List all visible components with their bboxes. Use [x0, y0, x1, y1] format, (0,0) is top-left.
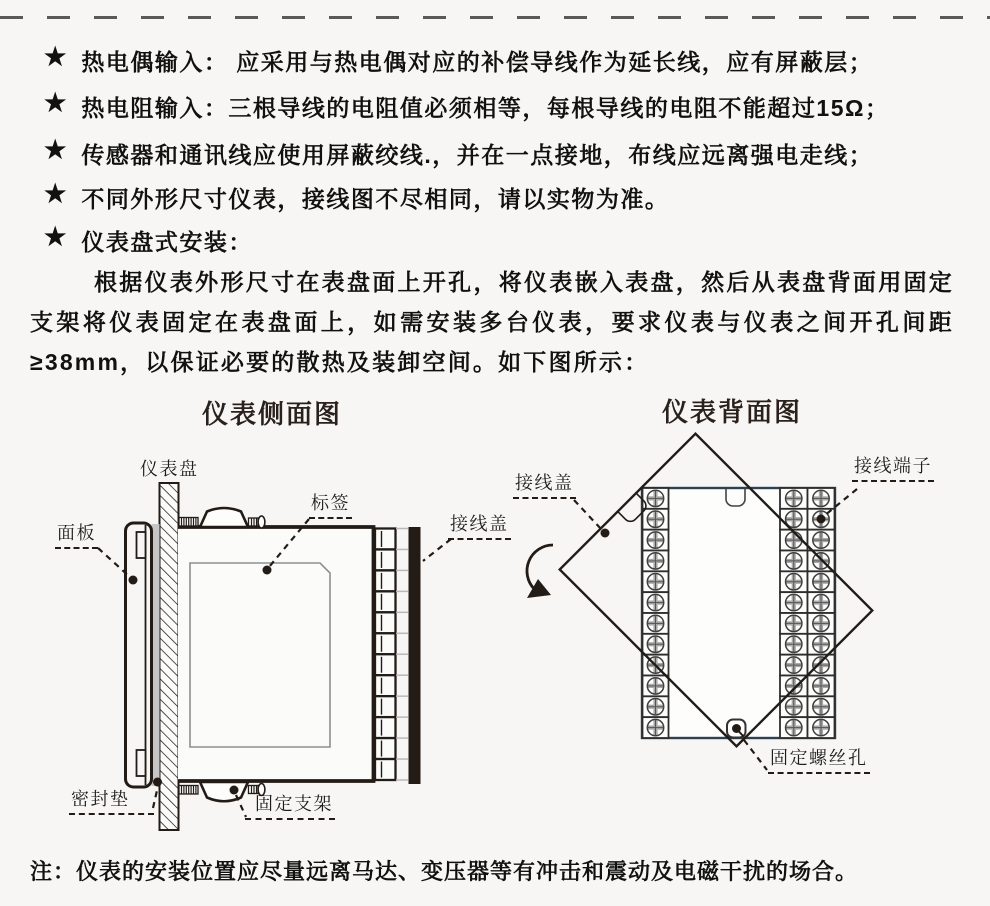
- bullet-text: 热电偶输入： 应采用与热电偶对应的补偿导线作为延长线，应有屏蔽层；: [81, 49, 874, 75]
- star-icon: ★: [44, 89, 67, 117]
- label-wiring-cover-side: 接线盖: [448, 515, 511, 540]
- back-view-drawing: [527, 434, 872, 770]
- label-sticker: 标签: [309, 494, 352, 519]
- installation-paragraph: 根据仪表外形尺寸在表盘面上开孔，将仪表嵌入表盘，然后从表盘背面用固定支架将仪表固定在表盘面上，如需安装多台仪表，要求仪表与仪表之间开孔间距≥38mm，以保证必要的散热及装卸空间。如下图所示：: [30, 269, 954, 375]
- bullet-text: 传感器和通讯线应使用屏蔽绞线.，并在一点接地，布线应远离强电走线；: [81, 142, 874, 168]
- star-icon: ★: [44, 43, 67, 71]
- star-icon: ★: [44, 136, 67, 164]
- label-terminal: 接线端子: [852, 457, 934, 482]
- star-icon: ★: [44, 223, 67, 251]
- bullet-text: 仪表盘式安装：: [81, 229, 253, 255]
- label-seal-gasket: 密封垫: [69, 790, 154, 815]
- label-front-panel: 面板: [55, 524, 98, 549]
- side-view-title: 仪表侧面图: [202, 400, 343, 429]
- bullet-text: 热电阻输入：三根导线的电阻值必须相等，每根导线的电阻不能超过15Ω；: [81, 95, 890, 121]
- bullet-text: 不同外形尺寸仪表，接线图不尽相同，请以实物为准。: [81, 186, 670, 212]
- star-icon: ★: [44, 180, 67, 208]
- bottom-note: 注：仪表的安装位置应尽量远离马达、变压器等有冲击和震动及电磁干扰的场合。: [30, 859, 859, 884]
- label-screw-hole: 固定螺丝孔: [768, 749, 870, 774]
- side-view-drawing: [98, 483, 451, 830]
- label-wiring-cover-back: 接线盖: [513, 474, 576, 499]
- label-fixing-bracket: 固定支架: [245, 795, 335, 820]
- back-view-title: 仪表背面图: [662, 398, 803, 427]
- label-panel-board: 仪表盘: [140, 459, 199, 479]
